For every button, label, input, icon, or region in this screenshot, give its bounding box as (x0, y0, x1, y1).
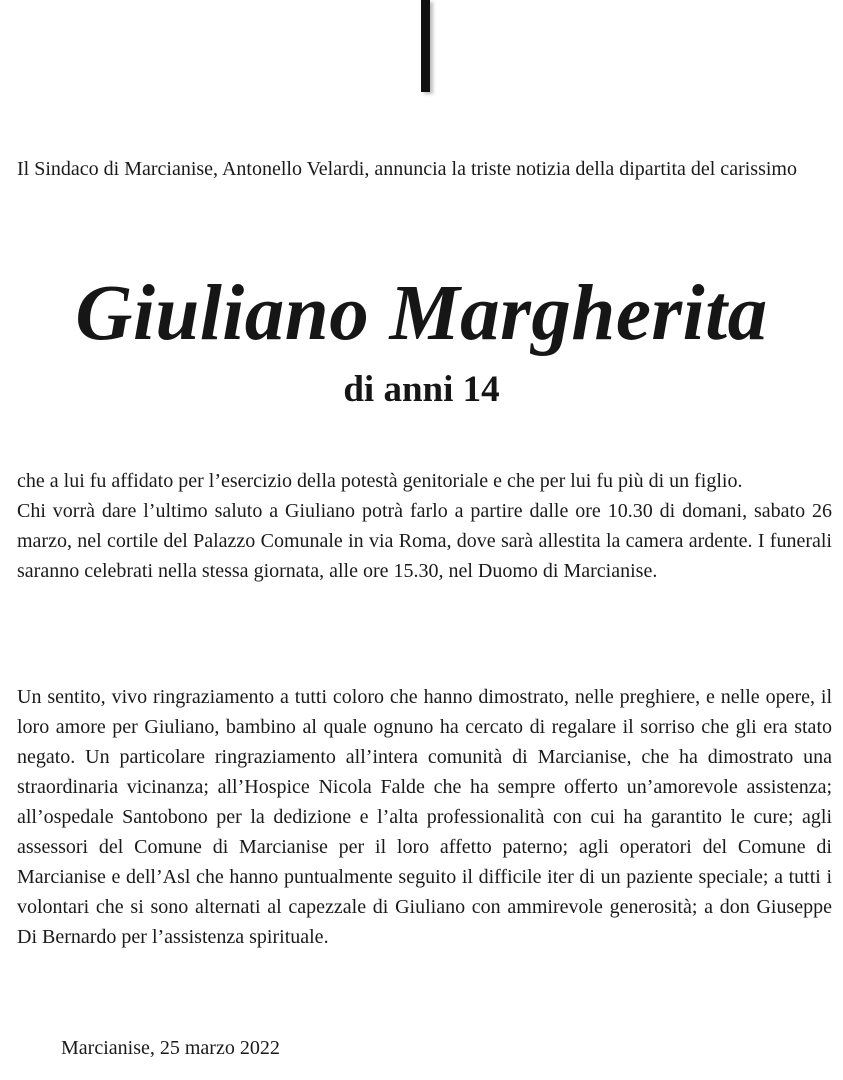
deceased-name: Giuliano Margherita (75, 270, 768, 357)
cross-icon (421, 0, 430, 92)
thanks-paragraph (17, 682, 832, 952)
dateline: Marcianise, 25 marzo 2022 (61, 1037, 280, 1059)
deceased-age: di anni 14 (343, 369, 500, 410)
intro-text: Il Sindaco di Marcianise, Antonello Velardi, annuncia la triste notizia della dipartita del carissimo (17, 158, 797, 180)
thanks-text: Un sentito, vivo ringraziamento a tutti coloro che hanno dimostrato, nelle preghiere, e nelle opere, il loro amore per Giuliano, bambino al quale ognuno ha cercato di regalare il sorriso che gli era stato negato. Un particolare ringraziamento all’intera comunità di Marcianise, che ha dimostrato una straordinaria vicinanza; all’Hospice Nicola Falde che ha sempre offerto un’amorevole assistenza; all’ospedale Santobono per la dedizione e l’alta professionalità con cui ha garantito le cure; agli assessori del Comune di Marcianise per il loro affetto paterno; agli operatori del Comune di Marcianise e dell’Asl che hanno puntualmente seguito il difficile iter di un paziente speciale; a tutti i volontari che si sono alternati al capezzale di Giuliano con ammirevole generosità; a don Giuseppe Di Bernardo per l’assistenza spirituale. (17, 686, 832, 948)
relationship-paragraph: che a lui fu affidato per l’esercizio della potestà genitoriale e che per lui fu più di un figlio. (17, 470, 743, 492)
funeral-details (17, 466, 832, 586)
farewell-paragraph: Chi vorrà dare l’ultimo saluto a Giuliano potrà farlo a partire dalle ore 10.30 di domani, sabato 26 marzo, nel cortile del Palazzo Comunale in via Roma, dove sarà allestita la camera ardente. I funerali saranno celebrati nella stessa giornata, alle ore 15.30, nel Duomo di Marcianise. (17, 500, 832, 582)
